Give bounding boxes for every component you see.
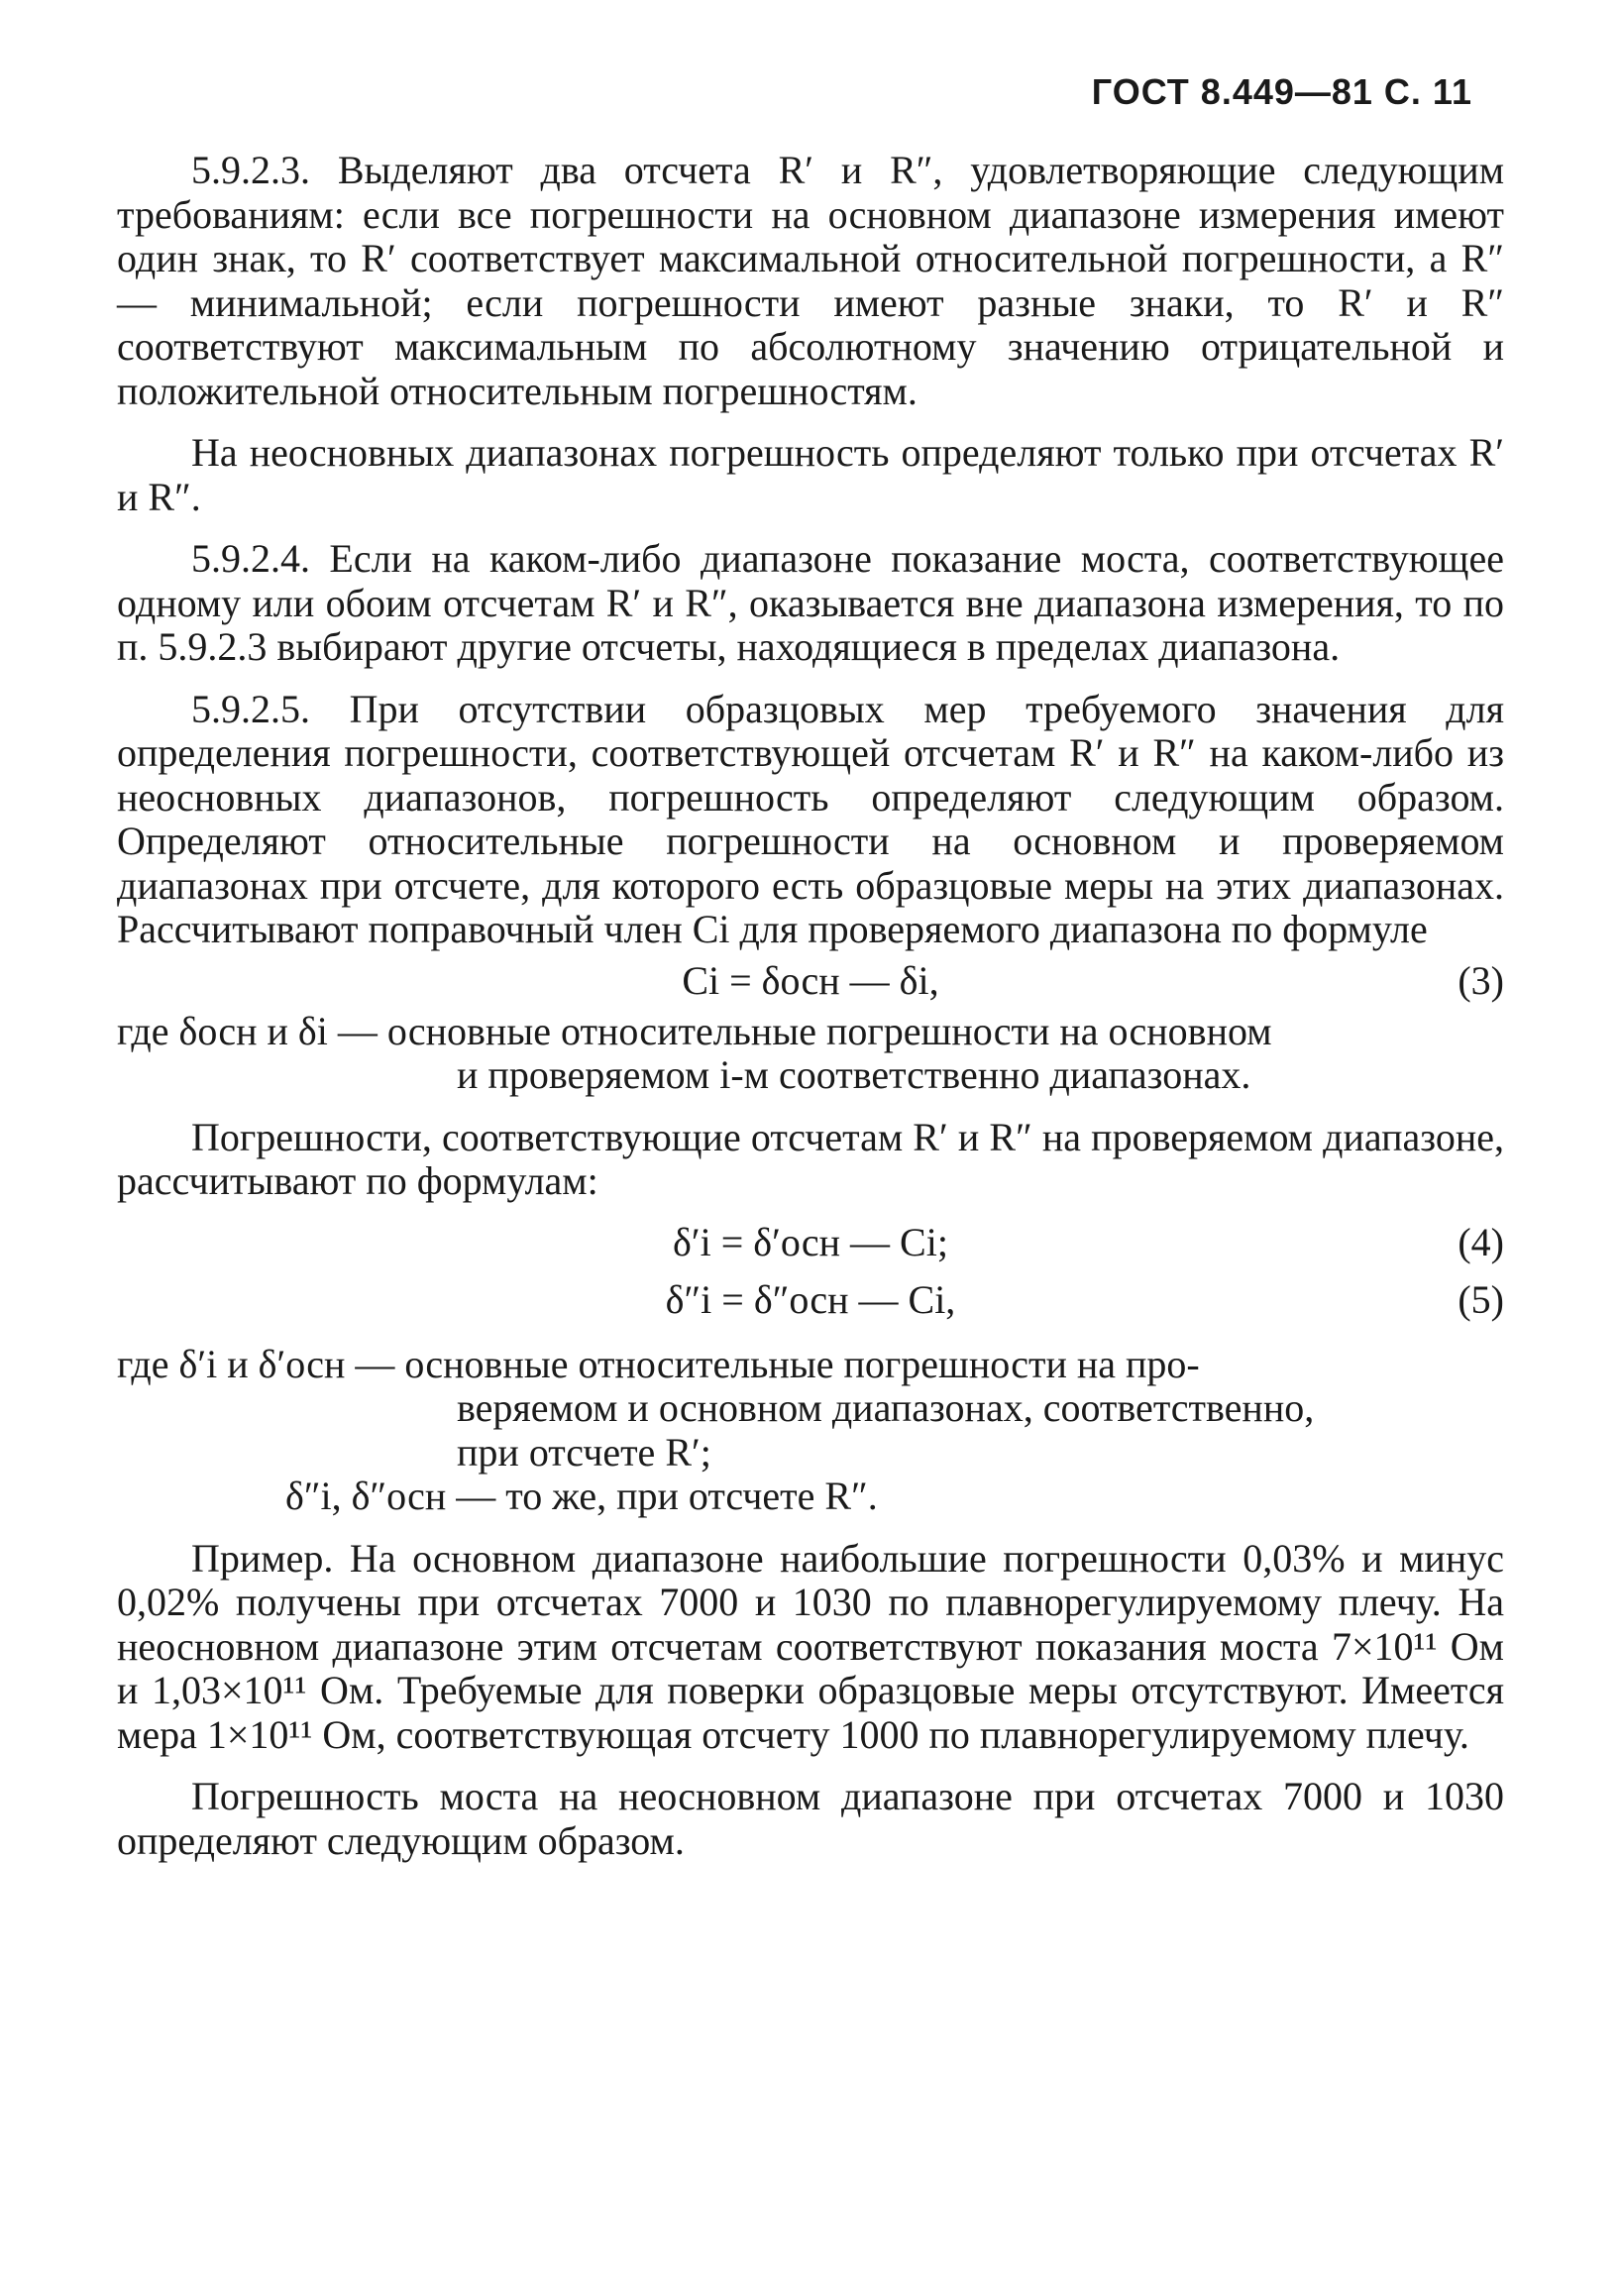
paragraph-5-9-2-3: 5.9.2.3. Выделяют два отсчета R′ и R″, удовлетворяющие следующим требованиям: если все погрешности на основном диапазоне измерения имеют один знак, то R′ соответствует максимальной относительной погрешности, а R″ — минимальной; если погрешности имеют разные знаки, то R′ и R″ соответствуют максимальным по абсолютному значению отрицательной и положительной относительным погрешностям.	[117, 148, 1504, 413]
paragraph-errors-formulas: Погрешности, соответствующие отсчетам R′ и R″ на проверяемом диапазоне, рассчитывают по формулам:	[117, 1114, 1504, 1203]
where-2-line-3: δ″i, δ″осн — то же, при отсчете R″.	[285, 1474, 878, 1518]
page-header: ГОСТ 8.449—81 С. 11	[1091, 71, 1472, 112]
formula-3	[117, 952, 1504, 1010]
formula-4-number: (4)	[1458, 1219, 1504, 1264]
where-1-head: где δосн и δi — основные относительные погрешности на основном	[117, 1008, 1272, 1053]
paragraph-example: Пример. На основном диапазоне наибольшие погрешности 0,03% и минус 0,02% получены при отсчетах 7000 и 1030 по плавнорегулируемому плечу. На неосновном диапазоне этим отсчетам соответствуют показания моста 7×10¹¹ Ом и 1,03×10¹¹ Ом. Требуемые для поверки образцовые меры отсутствуют. Имеется мера 1×10¹¹ Ом, соответствующая отсчету 1000 по плавнорегулируемому плечу.	[117, 1535, 1504, 1757]
formula-4	[117, 1214, 1504, 1271]
paragraph-non-main-ranges: На неосновных диапазонах погрешность определяют только при отсчетах R′ и R″.	[117, 430, 1504, 519]
formula-5	[117, 1271, 1504, 1329]
formula-3-expression: Ci = δосн — δi,	[682, 957, 939, 1003]
where-2-continuation-2: при отсчете R′;	[457, 1429, 711, 1475]
formula-5-number: (5)	[1458, 1276, 1504, 1322]
formula-3-number: (3)	[1458, 957, 1504, 1003]
where-2-continuation-1: веряемом и основном диапазонах, соответственно,	[457, 1385, 1315, 1430]
formula-5-expression: δ″i = δ″осн — Ci,	[665, 1276, 956, 1322]
paragraph-bridge-error: Погрешность моста на неосновном диапазоне при отсчетах 7000 и 1030 определяют следующим образом.	[117, 1774, 1504, 1863]
where-1-continuation: и проверяемом i-м соответственно диапазонах.	[457, 1052, 1251, 1097]
where-block-1	[117, 1010, 1504, 1098]
paragraph-5-9-2-4: 5.9.2.4. Если на каком-либо диапазоне показание моста, соответствующее одному или обоим отсчетам R′ и R″, оказывается вне диапазона измерения, то по п. 5.9.2.3 выбирают другие отсчеты, находящиеся в пределах диапазона.	[117, 536, 1504, 669]
paragraph-5-9-2-5: 5.9.2.5. При отсутствии образцовых мер требуемого значения для определения погрешности, соответствующей отсчетам R′ и R″ на каком-либо из неосновных диапазонов, погрешность определяют следующим образом. Определяют относительные погрешности на основном и проверяемом диапазонах при отсчете, для которого есть образцовые меры на этих диапазонах. Рассчитывают поправочный член Ci для проверяемого диапазона по формуле	[117, 686, 1504, 951]
where-block-2	[117, 1343, 1504, 1519]
where-2-head: где δ′i и δ′осн — основные относительные погрешности на про-	[117, 1341, 1200, 1386]
formula-4-expression: δ′i = δ′осн — Ci;	[673, 1219, 948, 1264]
text-column	[117, 149, 1504, 1863]
